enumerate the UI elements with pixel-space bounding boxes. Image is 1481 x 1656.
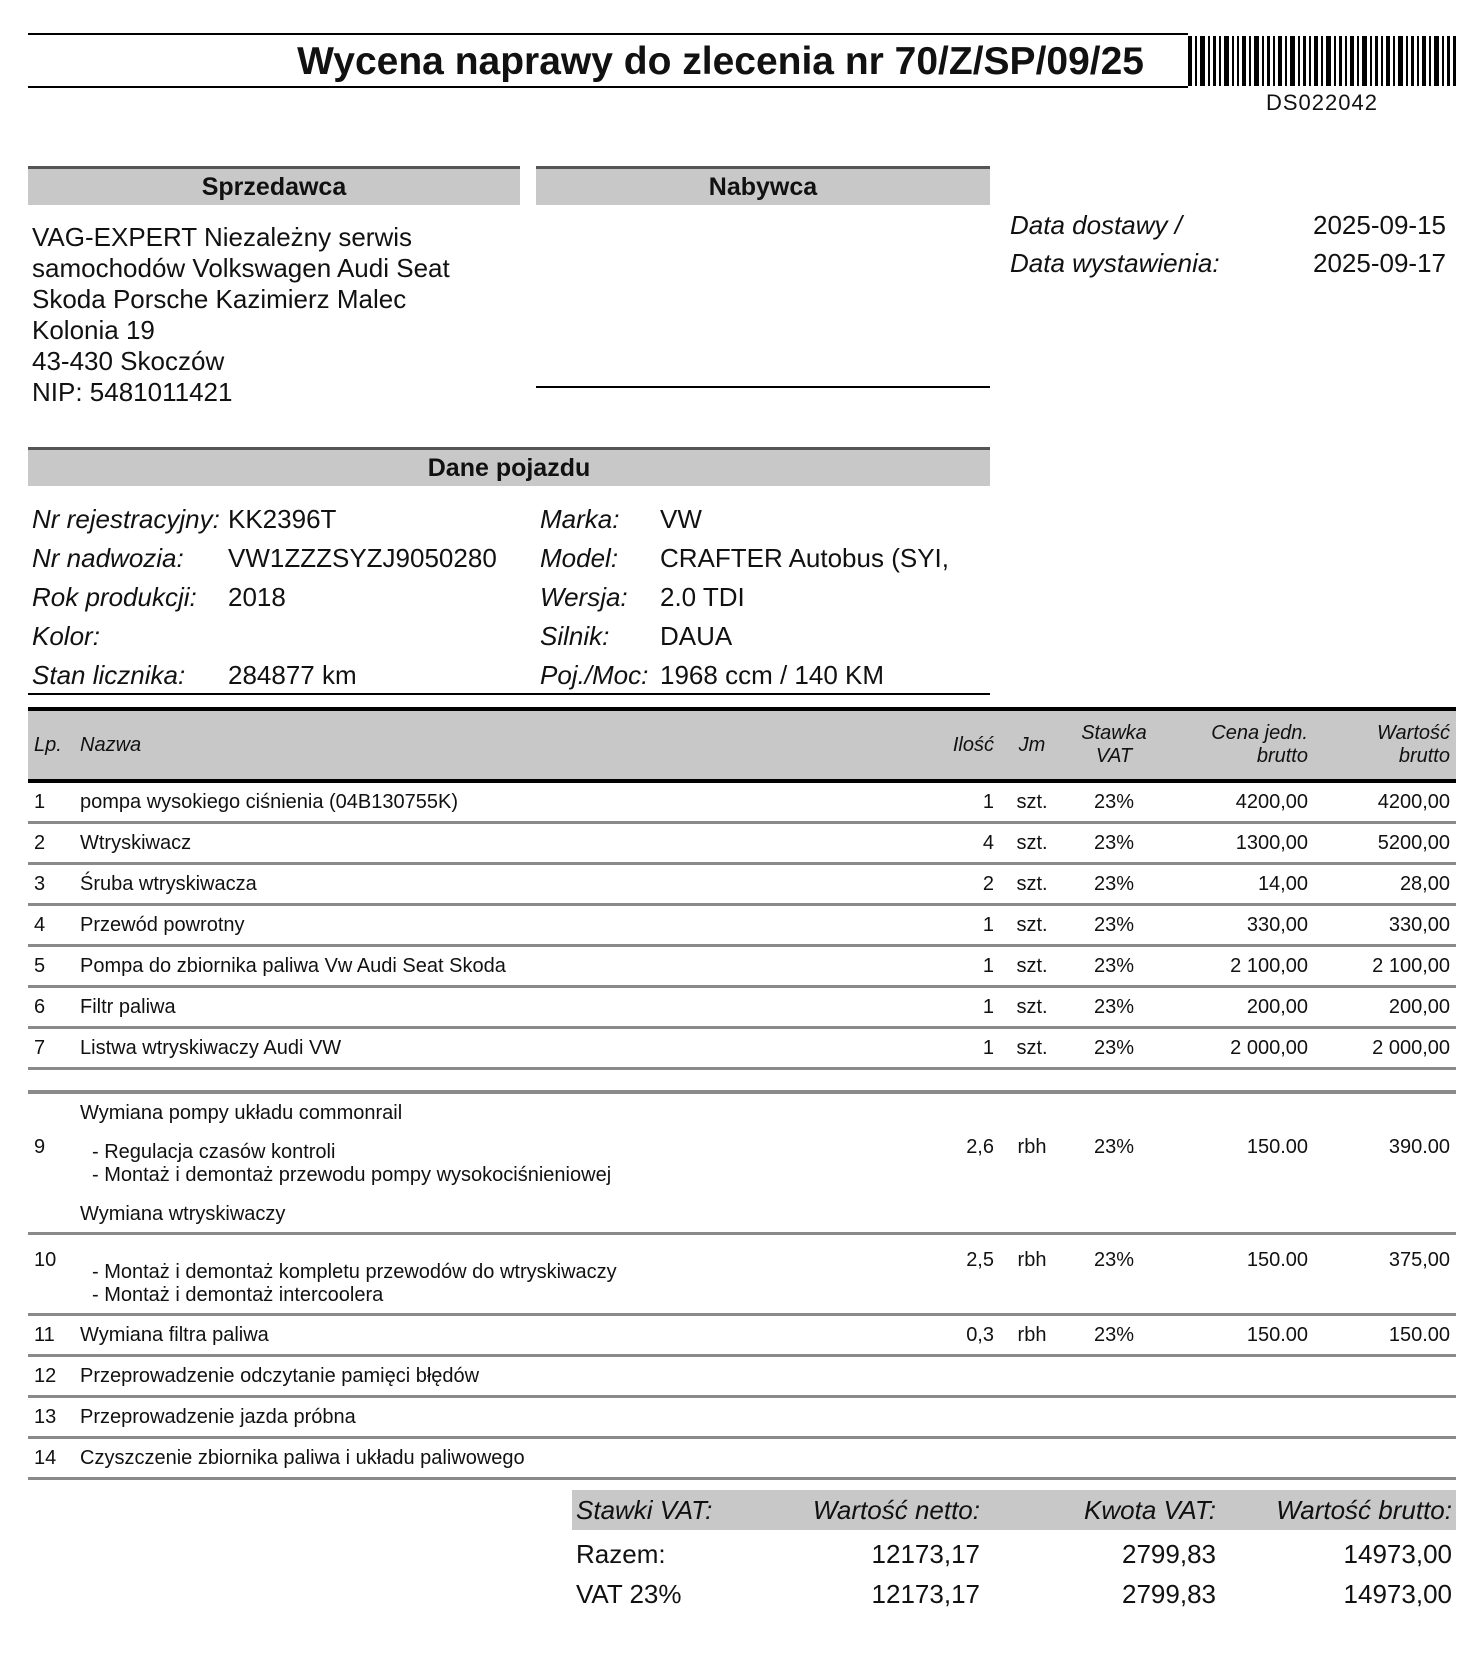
cell-value: 2 100,00 bbox=[1314, 946, 1456, 987]
make-value: VW bbox=[660, 504, 702, 534]
cell-name: Przewód powrotny bbox=[74, 905, 934, 946]
table-spacer-row bbox=[28, 1069, 1456, 1093]
table-row bbox=[28, 905, 1456, 946]
cell-qty: 1 bbox=[934, 987, 1000, 1028]
cell-vat: 23% bbox=[1064, 1315, 1164, 1356]
cell-name: Wymiana filtra paliwa bbox=[74, 1315, 934, 1356]
odometer-label: Stan licznika: bbox=[32, 660, 186, 690]
cell-unit-price: 200,00 bbox=[1164, 987, 1314, 1028]
cell-qty: 1 bbox=[934, 946, 1000, 987]
vehicle-left-column bbox=[32, 500, 532, 695]
table-row bbox=[28, 987, 1456, 1028]
document-code: DS022042 bbox=[1266, 90, 1378, 115]
totals-header-vat: Kwota VAT: bbox=[1084, 1494, 1216, 1525]
cell-value: 150.00 bbox=[1314, 1315, 1456, 1356]
buyer-heading: Nabywca bbox=[536, 166, 990, 205]
col-unit-price-line2: brutto bbox=[1256, 745, 1308, 767]
buyer-rule bbox=[536, 386, 990, 388]
cell-unit: szt. bbox=[1000, 987, 1064, 1028]
col-value-line2: brutto bbox=[1398, 745, 1450, 767]
col-value bbox=[1314, 709, 1456, 781]
service-line: - Montaż i demontaż przewodu pompy wysokociśnieniowej bbox=[92, 1164, 612, 1186]
cell-unit: szt. bbox=[1000, 864, 1064, 905]
table-row bbox=[28, 1028, 1456, 1069]
cell-qty: 1 bbox=[934, 1028, 1000, 1069]
cell-unit-price: 14,00 bbox=[1164, 864, 1314, 905]
cell-unit-price: 150.00 bbox=[1164, 1315, 1314, 1356]
table-row bbox=[28, 946, 1456, 987]
cell-name: Śruba wtryskiwacza bbox=[74, 864, 934, 905]
model-value: CRAFTER Autobus (SYI, bbox=[660, 543, 949, 573]
totals-sum-gross: 14973,00 bbox=[1343, 1538, 1452, 1569]
cell-lp: 3 bbox=[28, 864, 74, 905]
table-header-row bbox=[28, 709, 1456, 781]
table-row bbox=[28, 781, 1456, 823]
vin-value: VW1ZZZSYZJ9050280 bbox=[228, 543, 497, 573]
items-table bbox=[28, 707, 1456, 1480]
engine-value: DAUA bbox=[660, 621, 733, 651]
table-row bbox=[28, 1438, 1456, 1479]
title-rule-bottom bbox=[28, 86, 1188, 88]
delivery-date-value: 2025-09-15 bbox=[1313, 210, 1446, 240]
totals-sum-label: Razem: bbox=[576, 1538, 666, 1569]
table-row bbox=[28, 1356, 1456, 1397]
cell-name bbox=[74, 1234, 934, 1315]
col-unit-price-line1: Cena jedn. bbox=[1211, 722, 1308, 744]
totals-header-gross: Wartość brutto: bbox=[1276, 1494, 1452, 1525]
cell-value: 375,00 bbox=[1314, 1234, 1456, 1315]
cell-unit-price: 1300,00 bbox=[1164, 823, 1314, 864]
totals-header-row bbox=[572, 1490, 1456, 1530]
totals-vat23-label: VAT 23% bbox=[576, 1578, 682, 1609]
col-qty: Ilość bbox=[934, 709, 1000, 781]
table-row bbox=[28, 864, 1456, 905]
registration-value: KK2396T bbox=[228, 504, 337, 534]
seller-line: samochodów Volkswagen Audi Seat bbox=[32, 253, 450, 283]
totals-vat23-gross: 14973,00 bbox=[1343, 1578, 1452, 1609]
barcode-image bbox=[1188, 36, 1456, 86]
cell-name: Wtryskiwacz bbox=[74, 823, 934, 864]
delivery-date-label: Data dostawy / bbox=[1010, 210, 1182, 240]
col-vat-line2: VAT bbox=[1095, 745, 1133, 767]
cell-vat: 23% bbox=[1064, 905, 1164, 946]
cell-vat: 23% bbox=[1064, 1028, 1164, 1069]
cell-vat: 23% bbox=[1064, 1234, 1164, 1315]
cell-vat: 23% bbox=[1064, 946, 1164, 987]
cell-name: Przeprowadzenie jazda próbna bbox=[74, 1397, 1456, 1438]
totals-header-net: Wartość netto: bbox=[812, 1494, 980, 1525]
cell-unit: rbh bbox=[1000, 1234, 1064, 1315]
cell-unit: szt. bbox=[1000, 1028, 1064, 1069]
dates-block bbox=[1010, 206, 1446, 282]
displacement-power-label: Poj./Moc: bbox=[540, 660, 649, 690]
cell-name: pompa wysokiego ciśnienia (04B130755K) bbox=[74, 781, 934, 823]
issue-date-value: 2025-09-17 bbox=[1313, 248, 1446, 278]
seller-line: NIP: 5481011421 bbox=[32, 377, 233, 407]
cell-lp: 5 bbox=[28, 946, 74, 987]
col-name: Nazwa bbox=[74, 709, 934, 781]
totals-vat23-vat: 2799,83 bbox=[1122, 1578, 1216, 1609]
cell-unit-price: 2 000,00 bbox=[1164, 1028, 1314, 1069]
seller-address bbox=[32, 222, 450, 408]
seller-line: Kolonia 19 bbox=[32, 315, 155, 345]
cell-name: Przeprowadzenie odczytanie pamięci błędów bbox=[74, 1356, 1456, 1397]
cell-value: 2 000,00 bbox=[1314, 1028, 1456, 1069]
document-title: Wycena naprawy do zlecenia nr 70/Z/SP/09/25 bbox=[297, 40, 1144, 83]
cell-unit: szt. bbox=[1000, 781, 1064, 823]
col-vat-line1: Stawka bbox=[1081, 722, 1147, 744]
service-line: - Montaż i demontaż kompletu przewodów do wtryskiwaczy bbox=[92, 1261, 617, 1283]
vehicle-rule bbox=[28, 693, 990, 695]
vehicle-heading: Dane pojazdu bbox=[28, 447, 990, 486]
totals-row-vat23 bbox=[572, 1574, 1456, 1614]
cell-name: Filtr paliwa bbox=[74, 987, 934, 1028]
table-row bbox=[28, 823, 1456, 864]
version-value: 2.0 TDI bbox=[660, 582, 745, 612]
cell-unit-price: 2 100,00 bbox=[1164, 946, 1314, 987]
cell-lp: 14 bbox=[28, 1438, 74, 1479]
cell-lp: 9 bbox=[28, 1092, 74, 1234]
cell-qty: 0,3 bbox=[934, 1315, 1000, 1356]
cell-unit: szt. bbox=[1000, 946, 1064, 987]
totals-sum-vat: 2799,83 bbox=[1122, 1538, 1216, 1569]
seller-line: Skoda Porsche Kazimierz Malec bbox=[32, 284, 407, 314]
totals-table bbox=[572, 1490, 1456, 1614]
cell-lp: 1 bbox=[28, 781, 74, 823]
totals-vat23-net: 12173,17 bbox=[871, 1578, 980, 1609]
odometer-value: 284877 km bbox=[228, 660, 357, 690]
cell-value: 5200,00 bbox=[1314, 823, 1456, 864]
totals-row-sum bbox=[572, 1534, 1456, 1574]
cell-value: 4200,00 bbox=[1314, 781, 1456, 823]
col-vat bbox=[1064, 709, 1164, 781]
cell-unit-price: 330,00 bbox=[1164, 905, 1314, 946]
cell-value: 28,00 bbox=[1314, 864, 1456, 905]
service-group-title: Wymiana wtryskiwaczy bbox=[80, 1203, 286, 1225]
model-label: Model: bbox=[540, 543, 619, 573]
table-row bbox=[28, 1234, 1456, 1315]
service-line: - Montaż i demontaż intercoolera bbox=[92, 1284, 384, 1306]
seller-line: VAG-EXPERT Niezależny serwis bbox=[32, 222, 413, 252]
cell-qty: 1 bbox=[934, 905, 1000, 946]
cell-vat: 23% bbox=[1064, 823, 1164, 864]
cell-lp: 7 bbox=[28, 1028, 74, 1069]
cell-qty: 2 bbox=[934, 864, 1000, 905]
cell-lp: 2 bbox=[28, 823, 74, 864]
cell-unit: rbh bbox=[1000, 1092, 1064, 1234]
cell-vat: 23% bbox=[1064, 1092, 1164, 1234]
totals-header-rate: Stawki VAT: bbox=[576, 1494, 713, 1525]
col-unit: Jm bbox=[1000, 709, 1064, 781]
seller-line: 43-430 Skoczów bbox=[32, 346, 225, 376]
table-row bbox=[28, 1397, 1456, 1438]
service-group-title: Wymiana pompy układu commonrail bbox=[80, 1102, 403, 1124]
cell-unit: rbh bbox=[1000, 1315, 1064, 1356]
cell-name bbox=[74, 1092, 934, 1234]
cell-unit-price: 150.00 bbox=[1164, 1092, 1314, 1234]
totals-sum-net: 12173,17 bbox=[871, 1538, 980, 1569]
col-unit-price bbox=[1164, 709, 1314, 781]
color-label: Kolor: bbox=[32, 621, 100, 651]
cell-lp: 6 bbox=[28, 987, 74, 1028]
cell-vat: 23% bbox=[1064, 987, 1164, 1028]
vin-label: Nr nadwozia: bbox=[32, 543, 184, 573]
issue-date-label: Data wystawienia: bbox=[1010, 248, 1220, 278]
cell-name: Pompa do zbiornika paliwa Vw Audi Seat Skoda bbox=[74, 946, 934, 987]
col-lp: Lp. bbox=[28, 709, 74, 781]
cell-qty: 2,5 bbox=[934, 1234, 1000, 1315]
cell-unit-price: 4200,00 bbox=[1164, 781, 1314, 823]
cell-qty: 2,6 bbox=[934, 1092, 1000, 1234]
cell-vat: 23% bbox=[1064, 781, 1164, 823]
cell-qty: 1 bbox=[934, 781, 1000, 823]
seller-heading: Sprzedawca bbox=[28, 166, 520, 205]
title-rule-top bbox=[28, 33, 1188, 35]
version-label: Wersja: bbox=[540, 582, 628, 612]
vehicle-right-column bbox=[540, 500, 990, 695]
cell-value: 330,00 bbox=[1314, 905, 1456, 946]
displacement-power-value: 1968 ccm / 140 KM bbox=[660, 660, 884, 690]
cell-qty: 4 bbox=[934, 823, 1000, 864]
table-row bbox=[28, 1315, 1456, 1356]
engine-label: Silnik: bbox=[540, 621, 610, 651]
col-value-line1: Wartość bbox=[1377, 722, 1450, 744]
production-year-value: 2018 bbox=[228, 582, 286, 612]
cell-lp: 13 bbox=[28, 1397, 74, 1438]
registration-label: Nr rejestracyjny: bbox=[32, 504, 220, 534]
cell-lp: 4 bbox=[28, 905, 74, 946]
spacer-cell bbox=[28, 1069, 1456, 1093]
service-line: - Regulacja czasów kontroli bbox=[92, 1141, 336, 1163]
table-row bbox=[28, 1092, 1456, 1234]
cell-name: Listwa wtryskiwaczy Audi VW bbox=[74, 1028, 934, 1069]
cell-vat: 23% bbox=[1064, 864, 1164, 905]
cell-unit: szt. bbox=[1000, 823, 1064, 864]
cell-value: 200,00 bbox=[1314, 987, 1456, 1028]
make-label: Marka: bbox=[540, 504, 620, 534]
cell-value: 390.00 bbox=[1314, 1092, 1456, 1234]
cell-unit: szt. bbox=[1000, 905, 1064, 946]
cell-lp: 12 bbox=[28, 1356, 74, 1397]
production-year-label: Rok produkcji: bbox=[32, 582, 197, 612]
cell-lp: 10 bbox=[28, 1234, 74, 1315]
cell-unit-price: 150.00 bbox=[1164, 1234, 1314, 1315]
cell-name: Czyszczenie zbiornika paliwa i układu paliwowego bbox=[74, 1438, 1456, 1479]
cell-lp: 11 bbox=[28, 1315, 74, 1356]
